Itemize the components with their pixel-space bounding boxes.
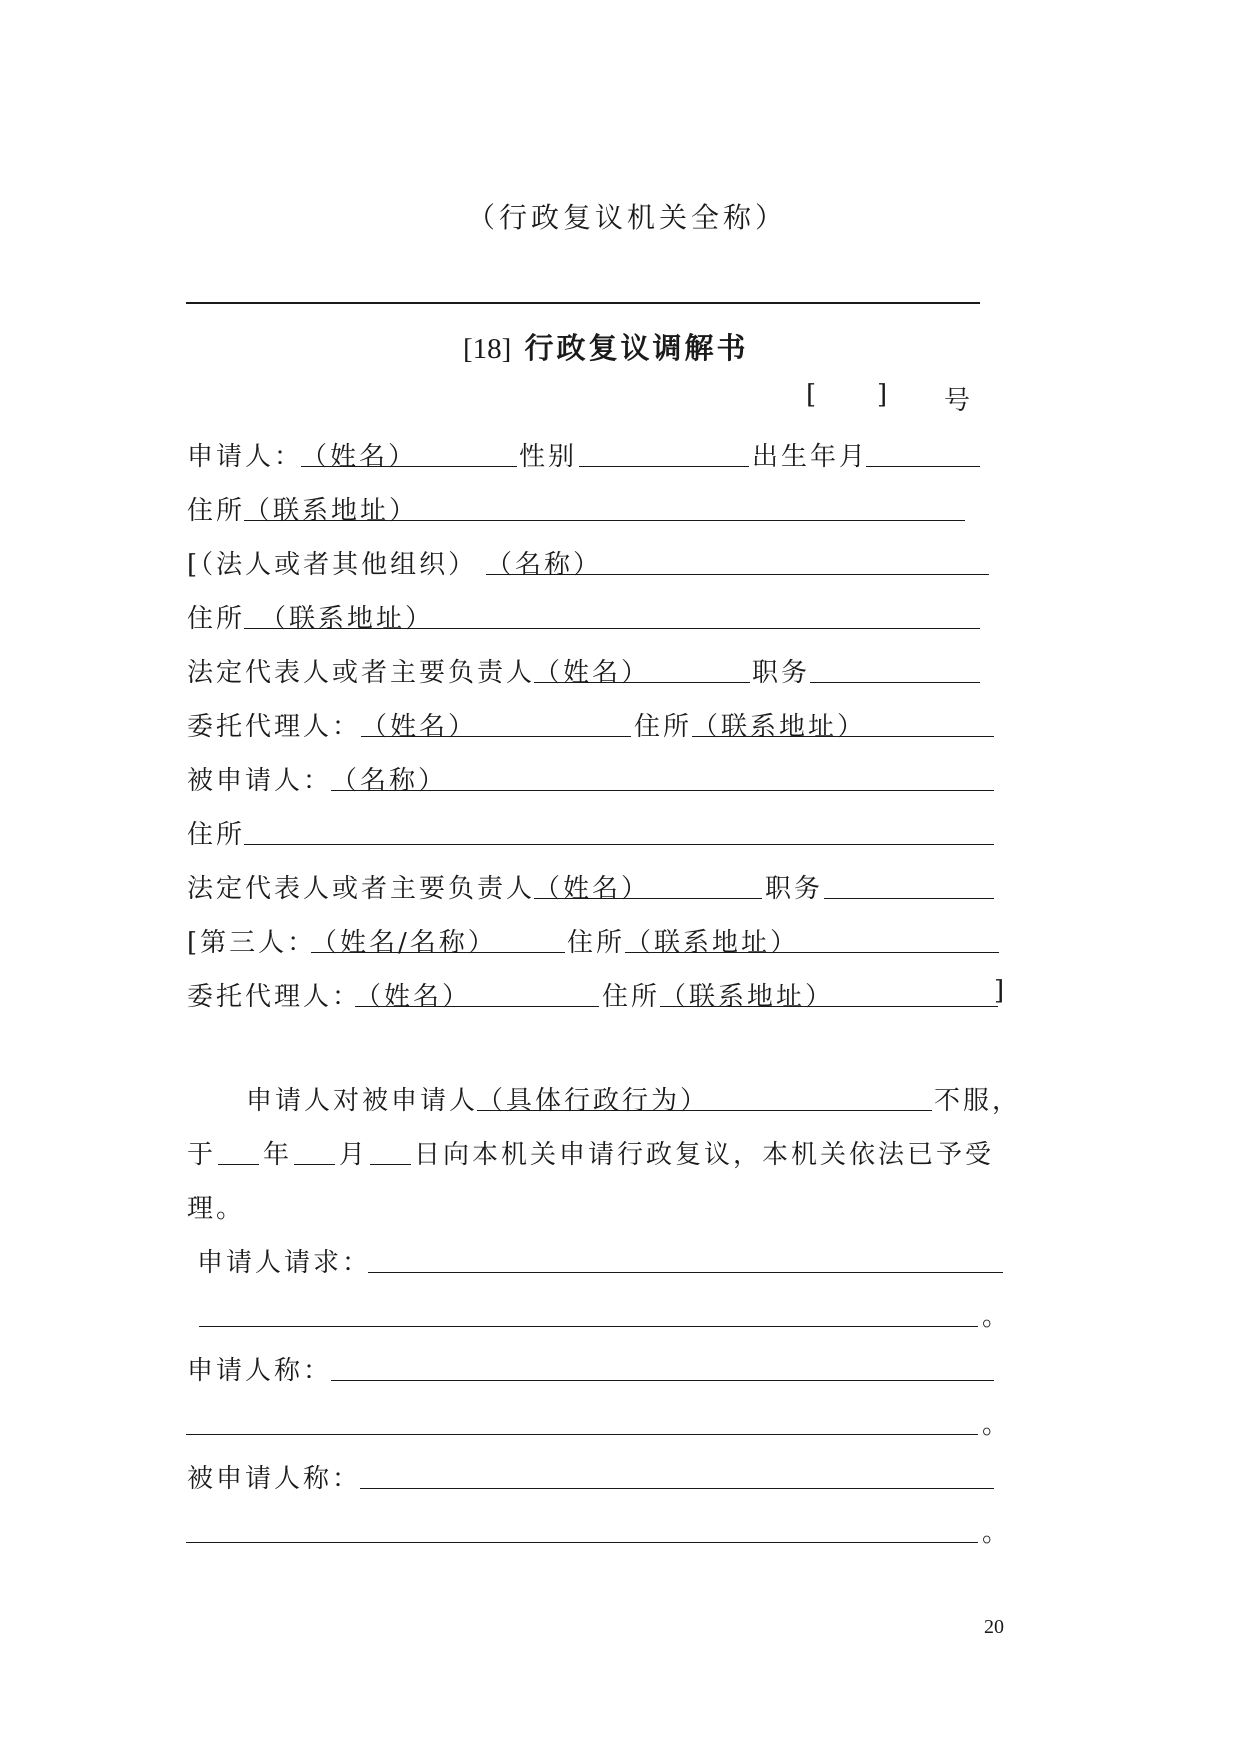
applicant-name: （姓名）: [301, 442, 418, 472]
respondent-residence-line: [244, 844, 994, 845]
respondent-rep-line: [534, 898, 762, 899]
request-label: 申请人请求：: [197, 1248, 372, 1278]
gender-label: 性别: [519, 442, 578, 472]
third-agent-residence-label: 住所: [602, 982, 661, 1012]
organ-name: （行政复议机关全称）: [467, 201, 788, 234]
applicant-claims-period: 。: [982, 1410, 1012, 1440]
applicant-name-line: [301, 466, 517, 467]
respondent-claims-period: 。: [982, 1518, 1012, 1548]
legal-rep-name: （姓名）: [534, 658, 651, 688]
document-title: [463, 326, 748, 367]
date-nian: 年: [263, 1140, 293, 1170]
request-line-2: [199, 1326, 978, 1327]
case-number-suffix: 号: [944, 386, 974, 416]
third-party-residence-value: （联系地址）: [625, 928, 800, 958]
document-number: [18]: [463, 333, 512, 365]
day-line: [370, 1164, 411, 1165]
agent-name: （姓名）: [361, 712, 478, 742]
third-agent-label: 委托代理人：: [187, 982, 362, 1012]
respondent-residence-label: 住所: [187, 820, 246, 850]
applicant-label: 申请人：: [187, 442, 304, 472]
org-residence-value: （联系地址）: [260, 604, 435, 634]
intro-text: 申请人对被申请人: [246, 1086, 479, 1116]
residence-line: [244, 520, 965, 521]
respondent-position-label: 职务: [765, 874, 824, 904]
respondent-rep-name: （姓名）: [534, 874, 651, 904]
organization-prefix: [（法人或者其他组织）: [187, 550, 478, 580]
org-residence-label: 住所: [187, 604, 246, 634]
page-number: 20: [984, 1616, 1004, 1638]
third-agent-residence-line: [660, 1006, 998, 1007]
third-agent-residence-value: （联系地址）: [660, 982, 835, 1012]
header-rule: [186, 302, 980, 304]
legal-rep-line: [534, 682, 750, 683]
third-agent-name-line: [355, 1006, 599, 1007]
applicant-claims-line-1: [331, 1380, 994, 1381]
respondent-claims-line-2: [186, 1542, 978, 1543]
agent-label: 委托代理人：: [187, 712, 362, 742]
request-line-1: [368, 1272, 1003, 1273]
third-party-residence-label: 住所: [567, 928, 626, 958]
residence-value: （联系地址）: [244, 496, 419, 526]
gender-line: [579, 466, 749, 467]
case-bracket-close: ]: [877, 380, 891, 410]
applicant-claims-line-2: [186, 1434, 978, 1435]
third-party-label: [第三人：: [187, 928, 317, 958]
date-yu: 于: [187, 1140, 217, 1170]
third-party-residence-line: [625, 952, 999, 953]
respondent-position-line: [824, 898, 994, 899]
respondent-name: （名称）: [331, 766, 448, 796]
third-agent-name: （姓名）: [355, 982, 472, 1012]
agent-residence-value: （联系地址）: [692, 712, 867, 742]
position-line: [810, 682, 980, 683]
birth-line: [866, 466, 980, 467]
intro-not-accept: 不服，: [934, 1086, 1022, 1116]
respondent-label: 被申请人：: [187, 766, 333, 796]
year-line: [218, 1164, 259, 1165]
organization-name: （名称）: [486, 550, 603, 580]
date-yue: 月: [339, 1140, 369, 1170]
respondent-rep-label: 法定代表人或者主要负责人: [187, 874, 536, 904]
request-period: 。: [982, 1302, 1012, 1332]
month-line: [294, 1164, 335, 1165]
birth-label: 出生年月: [752, 442, 869, 472]
third-party-name: （姓名/名称）: [311, 928, 497, 958]
legal-rep-label: 法定代表人或者主要负责人: [187, 658, 536, 688]
case-bracket-open: [: [806, 380, 820, 410]
respondent-name-line: [331, 790, 994, 791]
intro-act: （具体行政行为）: [477, 1086, 710, 1116]
organization-name-line: [486, 574, 989, 575]
respondent-claims-line-1: [360, 1488, 994, 1489]
residence-label: 住所: [187, 496, 246, 526]
third-party-name-line: [311, 952, 565, 953]
agent-residence-label: 住所: [634, 712, 693, 742]
org-residence-line: [244, 628, 980, 629]
agent-residence-line: [692, 736, 994, 737]
accepted-text: 理。: [187, 1194, 246, 1224]
document-title-text: 行政复议调解书: [524, 331, 749, 365]
agent-name-line: [361, 736, 631, 737]
date-ri-text: 日向本机关申请行政复议，本机关依法已予受: [414, 1140, 995, 1170]
applicant-claims-label: 申请人称：: [187, 1356, 333, 1386]
intro-act-line: [477, 1110, 932, 1111]
respondent-claims-label: 被申请人称：: [187, 1464, 362, 1494]
third-agent-close-bracket: ]: [994, 976, 1008, 1006]
position-label: 职务: [752, 658, 811, 688]
